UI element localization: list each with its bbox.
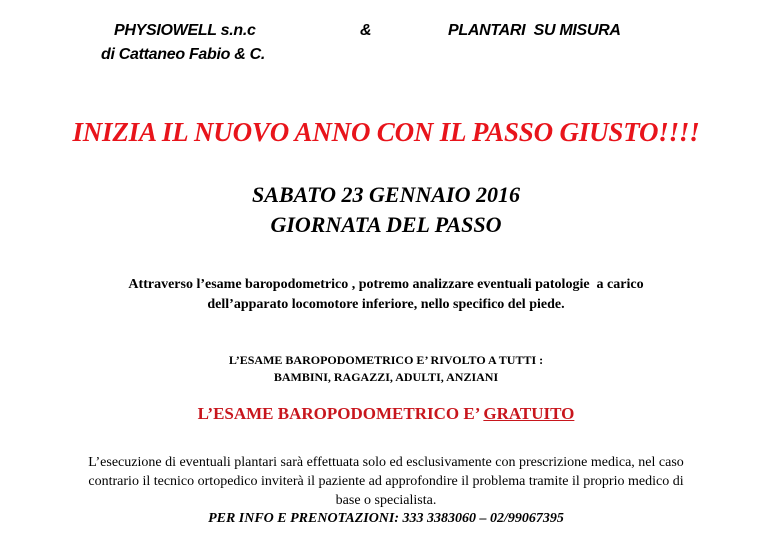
target-line-2: BAMBINI, RAGAZZI, ADULTI, ANZIANI (273, 370, 499, 384)
event-date: SABATO 23 GENNAIO 2016 (252, 182, 520, 207)
contact-info: PER INFO E PRENOTAZIONI: 333 3383060 – 02/99067395 (208, 511, 564, 526)
free-exam-emphasis: GRATUITO (483, 404, 575, 423)
service-title: PLANTARI SU MISURA (448, 22, 621, 39)
headline: INIZIA IL NUOVO ANNO CON IL PASSO GIUSTO!!!! (72, 117, 700, 147)
disclaimer-line-1: L’esecuzione di eventuali plantari sarà effettuata solo ed esclusivamente con prescrizione medica, nel caso (88, 455, 684, 470)
intro-line-2: dell’apparato locomotore inferiore, nello specifico del piede. (207, 297, 565, 312)
disclaimer-line-3: base o specialista. (335, 493, 437, 508)
header-ampersand: & (360, 22, 372, 39)
intro-line-1: Attraverso l’esame baropodometrico , potremo analizzare eventuali patologie a carico (128, 277, 644, 292)
company-name: PHYSIOWELL s.n.c (114, 22, 256, 39)
free-exam-line (0, 404, 772, 424)
free-exam-prefix: L’ESAME BAROPODOMETRICO E’ (197, 404, 484, 423)
company-owner: di Cattaneo Fabio & C. (101, 46, 266, 63)
disclaimer-line-2: contrario il tecnico ortopedico inviterà il paziente ad approfondire il problema tramite il proprio medico di (88, 474, 684, 489)
target-line-1: L’ESAME BAROPODOMETRICO E’ RIVOLTO A TUTTI : (228, 353, 544, 367)
event-name: GIORNATA DEL PASSO (270, 212, 502, 237)
